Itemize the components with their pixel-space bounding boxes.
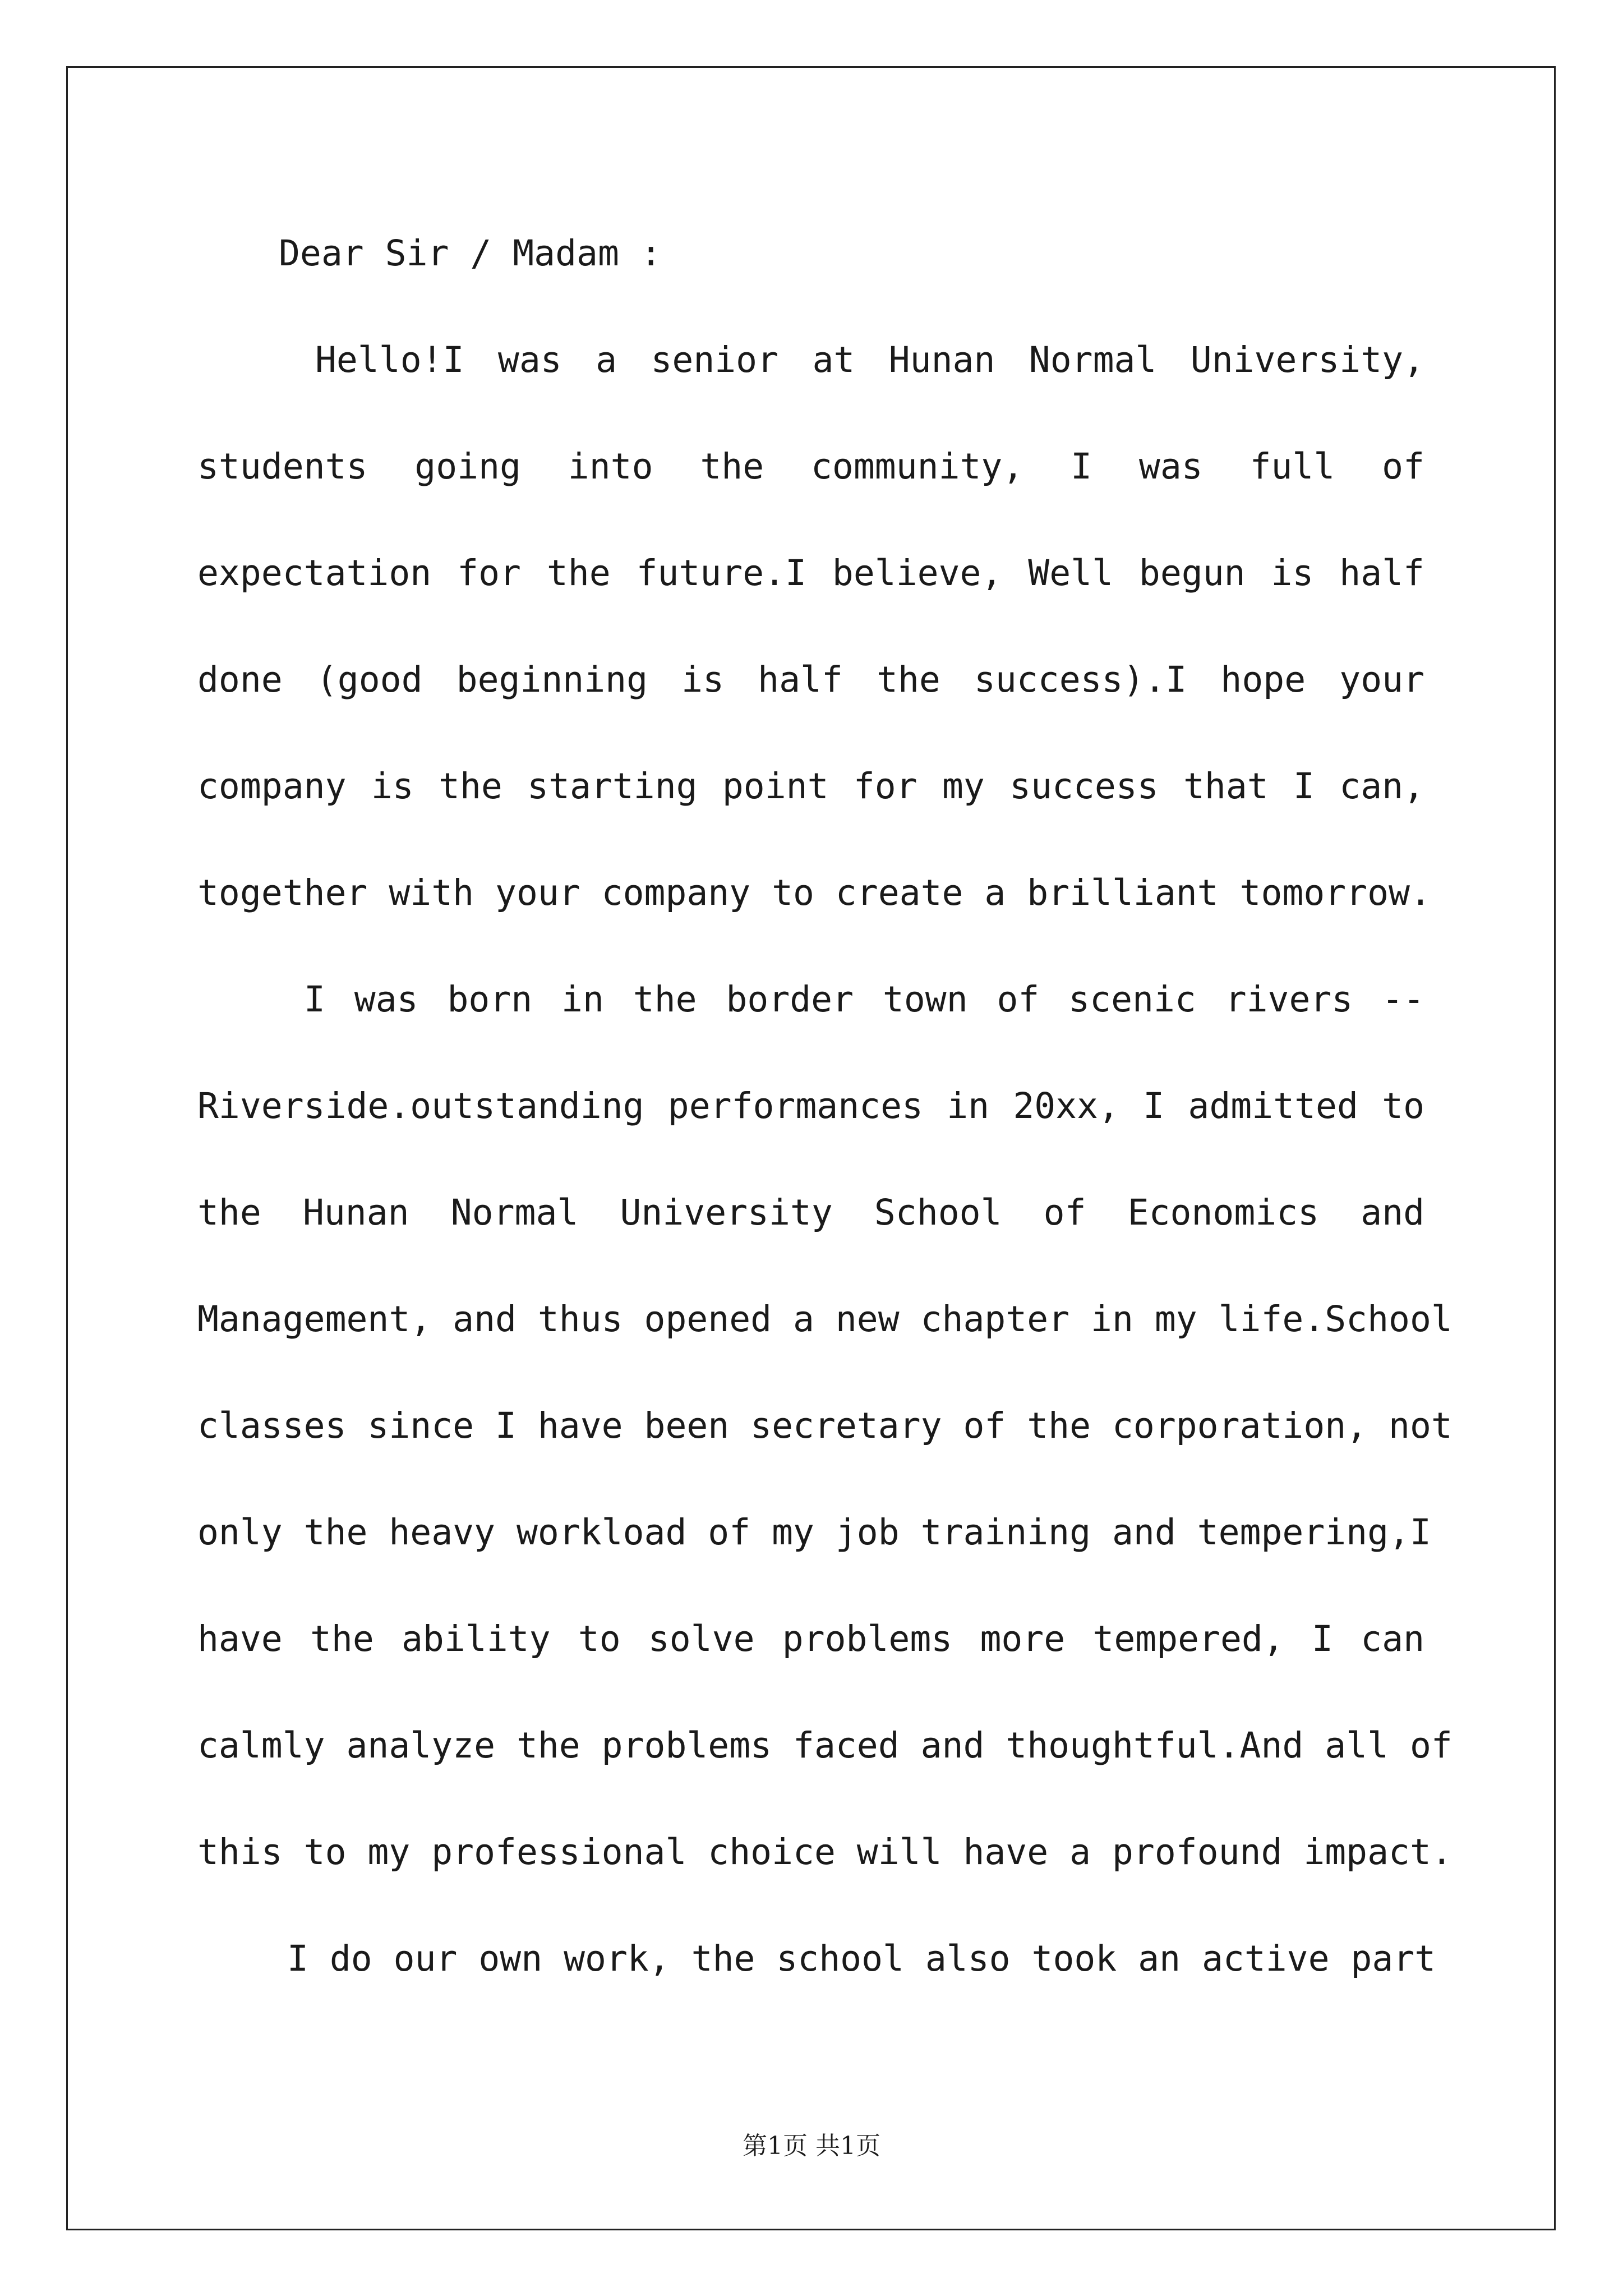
text-line: calmly analyze the problems faced and thoughtful.And all of: [197, 1725, 1453, 1766]
text-line: I do our own work, the school also took an active part: [287, 1938, 1436, 1979]
page-border: [66, 66, 1556, 2230]
text-line: Dear Sir / Madam :: [279, 233, 662, 274]
text-line: done (good beginning is half the success).I hope your: [197, 659, 1424, 700]
page-footer: 第1页 共1页: [743, 2132, 880, 2160]
text-line: expectation for the future.I believe, Well begun is half: [197, 553, 1424, 593]
text-line: Hello!I was a senior at Hunan Normal University,: [315, 339, 1424, 380]
text-line: Management, and thus opened a new chapter in my life.School: [197, 1299, 1453, 1340]
text-line: students going into the community, I was full of: [197, 446, 1424, 487]
text-line: classes since I have been secretary of the corporation, not: [197, 1405, 1453, 1446]
text-line: company is the starting point for my success that I can,: [197, 766, 1424, 807]
text-line: have the ability to solve problems more tempered, I can: [197, 1618, 1424, 1659]
text-line: I was born in the border town of scenic rivers --: [304, 979, 1424, 1020]
text-line: only the heavy workload of my job training and tempering,I: [197, 1512, 1431, 1553]
text-line: Riverside.outstanding performances in 20xx, I admitted to: [197, 1085, 1424, 1126]
text-line: this to my professional choice will have a profound impact.: [197, 1832, 1453, 1872]
text-line: together with your company to create a brilliant tomorrow.: [197, 872, 1431, 913]
text-line: the Hunan Normal University School of Economics and: [197, 1192, 1424, 1233]
